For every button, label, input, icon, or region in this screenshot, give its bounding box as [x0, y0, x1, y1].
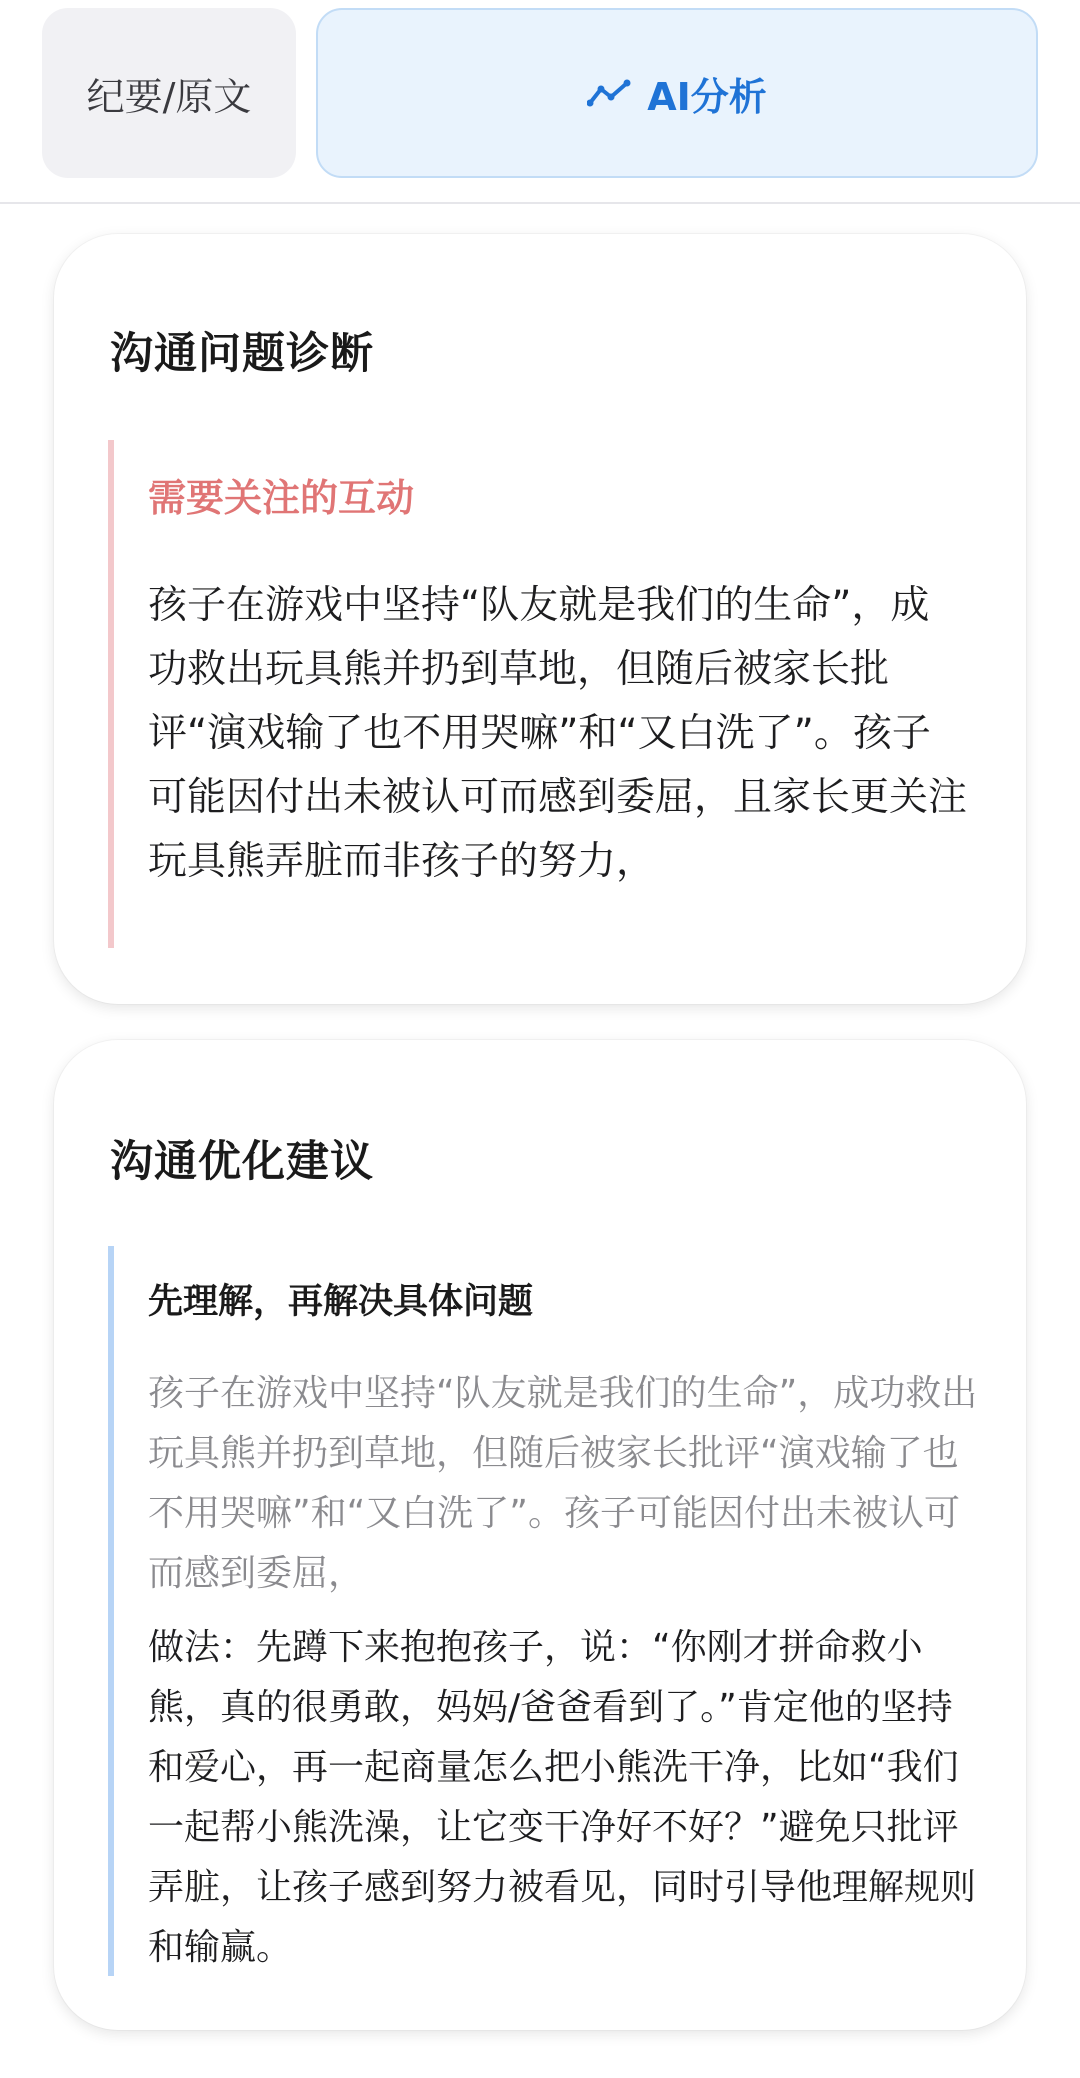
suggestion-quote [108, 1246, 978, 1976]
suggestion-context: 孩子在游戏中坚持“队友就是我们的生命”，成功救出玩具熊并扔到草地，但随后被家长批评“演戏输了也不用哭嘛”和“又白洗了”。孩子可能因付出未被认可而感到委屈， [148, 1373, 978, 1594]
diagnosis-heading: 需要关注的互动 [148, 476, 415, 520]
suggestion-card [54, 1040, 1026, 2030]
tab-bar [0, 0, 1080, 204]
suggestion-heading: 先理解，再解决具体问题 [148, 1282, 534, 1322]
diagnosis-body: 孩子在游戏中坚持“队友就是我们的生命”，成功救出玩具熊并扔到草地，但随后被家长批评“演戏输了也不用哭嘛”和“又白洗了”。孩子可能因付出未被认可而感到委屈，且家长更关注玩具熊弄脏而非孩子的努力， [148, 583, 968, 884]
diagnosis-card [54, 234, 1026, 1004]
trend-line-icon [587, 78, 633, 108]
tab-summary-original-label: 纪要/原文 [86, 74, 252, 119]
suggestion-method: 做法：先蹲下来抱抱孩子，说：“你刚才拼命救小熊，真的很勇敢，妈妈/爸爸看到了。”肯定他的坚持和爱心，再一起商量怎么把小熊洗干净，比如“我们一起帮小熊洗澡，让它变干净好不好？”避免只批评弄脏，让孩子感到努力被看见，同时引导他理解规则和输赢。 [148, 1627, 977, 1968]
tab-ai-analysis-label: AI分析 [647, 74, 767, 119]
diagnosis-quote [108, 440, 970, 948]
diagnosis-title: 沟通问题诊断 [110, 329, 374, 379]
tab-ai-analysis[interactable] [316, 8, 1038, 178]
suggestion-title: 沟通优化建议 [110, 1137, 374, 1187]
tab-summary-original[interactable] [42, 8, 296, 178]
